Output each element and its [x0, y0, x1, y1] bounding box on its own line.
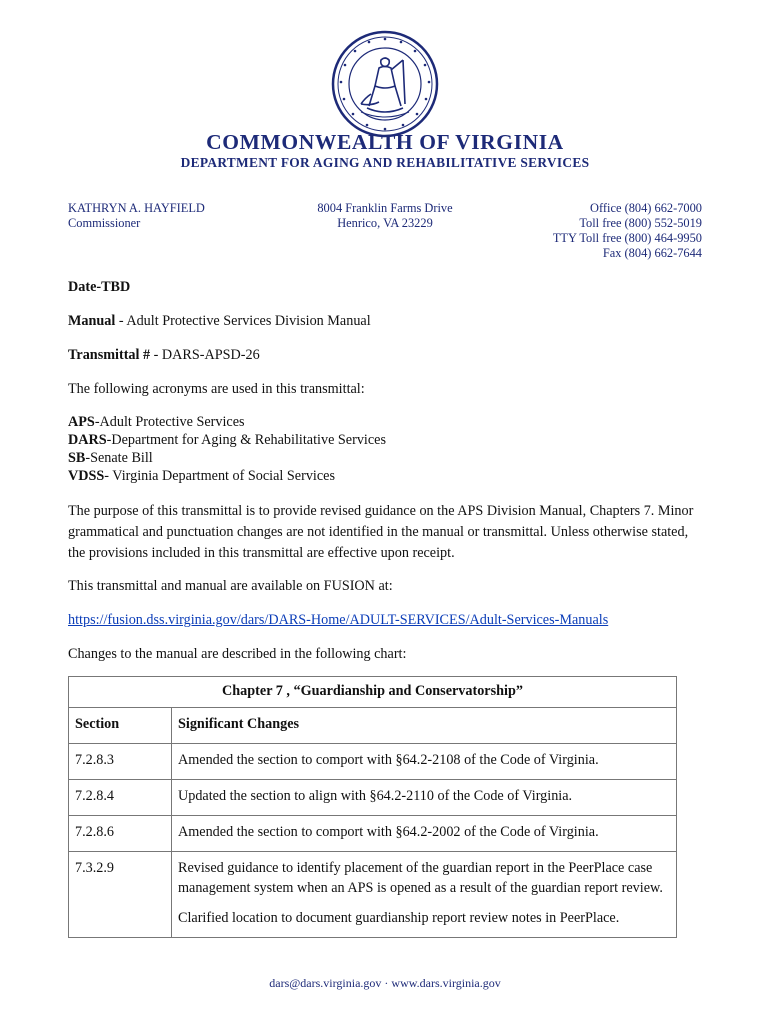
acronym-intro: The following acronyms are used in this transmittal: [68, 381, 365, 397]
acronym-definition: - Virginia Department of Social Services [104, 468, 335, 484]
section-cell: 7.3.2.9 [69, 852, 172, 938]
change-paragraph: Revised guidance to identify placement of the guardian report in the PeerPlace case management system when an APS is opened as a result of the guardian report review. [178, 860, 663, 896]
section-cell: 7.2.8.6 [69, 816, 172, 852]
transmittal-value: - DARS-APSD-26 [150, 347, 260, 363]
acronym-definition: -Department for Aging & Rehabilitative Services [106, 432, 386, 448]
table-row [69, 744, 677, 780]
table-header-row [69, 708, 677, 744]
changes-cell [172, 852, 677, 938]
table-row [69, 816, 677, 852]
table-caption: Chapter 7 , “Guardianship and Conservatorship” [69, 677, 677, 708]
manual-value: - Adult Protective Services Division Manual [115, 313, 371, 329]
table-row [69, 780, 677, 816]
phone-toll-free: Toll free (800) 552-5019 [579, 216, 702, 230]
phone-tty: TTY Toll free (800) 464-9950 [552, 231, 702, 245]
section-cell: 7.2.8.4 [69, 780, 172, 816]
changes-cell: Amended the section to comport with §64.2-2002 of the Code of Virginia. [172, 816, 677, 852]
phone-fax: Fax (804) 662-7644 [602, 246, 702, 260]
changes-table [68, 676, 677, 938]
acronym-abbr: VDSS [68, 468, 105, 484]
commissioner-title: Commissioner [68, 216, 141, 230]
address-city: Henrico, VA 23229 [337, 216, 433, 230]
acronym-abbr: SB [68, 450, 86, 466]
changes-cell: Amended the section to comport with §64.2-2108 of the Code of Virginia. [172, 744, 677, 780]
purpose-paragraph: The purpose of this transmittal is to provide revised guidance on the APS Division Manual, Chapters 7. Minor grammatical and punctuation changes are not identified in the manual or transmittal. Unless otherwise stated, the provisions included in this transmittal are effective upon receipt. [68, 503, 694, 561]
acronym-item [68, 449, 708, 467]
changes-intro: Changes to the manual are described in the following chart: [68, 646, 407, 662]
footer-contact: dars@dars.virginia.gov · www.dars.virginia.gov [269, 976, 501, 990]
acronym-definition: -Adult Protective Services [94, 414, 245, 430]
phone-office: Office (804) 662-7000 [590, 201, 702, 215]
acronym-item [68, 431, 708, 449]
acronym-abbr: DARS [68, 432, 107, 448]
phone-block [553, 201, 702, 261]
table-row [69, 852, 677, 938]
table-caption-row [69, 677, 677, 708]
availability-text: This transmittal and manual are available on FUSION at: [68, 578, 393, 594]
acronym-abbr: APS [68, 414, 95, 430]
change-paragraph: Clarified location to document guardianship report review notes in PeerPlace. [178, 910, 620, 926]
department-title: DEPARTMENT FOR AGING AND REHABILITATIVE SERVICES [180, 155, 590, 170]
acronym-list [68, 413, 708, 485]
transmittal-line [68, 345, 708, 366]
manual-line [68, 311, 708, 332]
virginia-seal-icon [331, 30, 439, 138]
commissioner-name: KATHRYN A. HAYFIELD [68, 201, 205, 215]
manual-label: Manual [68, 313, 116, 329]
fusion-link[interactable]: https://fusion.dss.virginia.gov/dars/DARS-Home/ADULT-SERVICES/Adult-Services-Manuals [68, 612, 609, 628]
acronym-definition: -Senate Bill [85, 450, 153, 466]
acronym-item [68, 467, 708, 485]
transmittal-label: Transmittal # [68, 347, 151, 363]
org-title: COMMONWEALTH OF VIRGINIA [206, 130, 564, 154]
column-header-changes: Significant Changes [172, 708, 677, 744]
memo-date: Date-TBD [68, 279, 131, 295]
address-street: 8004 Franklin Farms Drive [317, 201, 453, 215]
acronym-item [68, 413, 708, 431]
column-header-section: Section [69, 708, 172, 744]
changes-cell: Updated the section to align with §64.2-2110 of the Code of Virginia. [172, 780, 677, 816]
section-cell: 7.2.8.3 [69, 744, 172, 780]
